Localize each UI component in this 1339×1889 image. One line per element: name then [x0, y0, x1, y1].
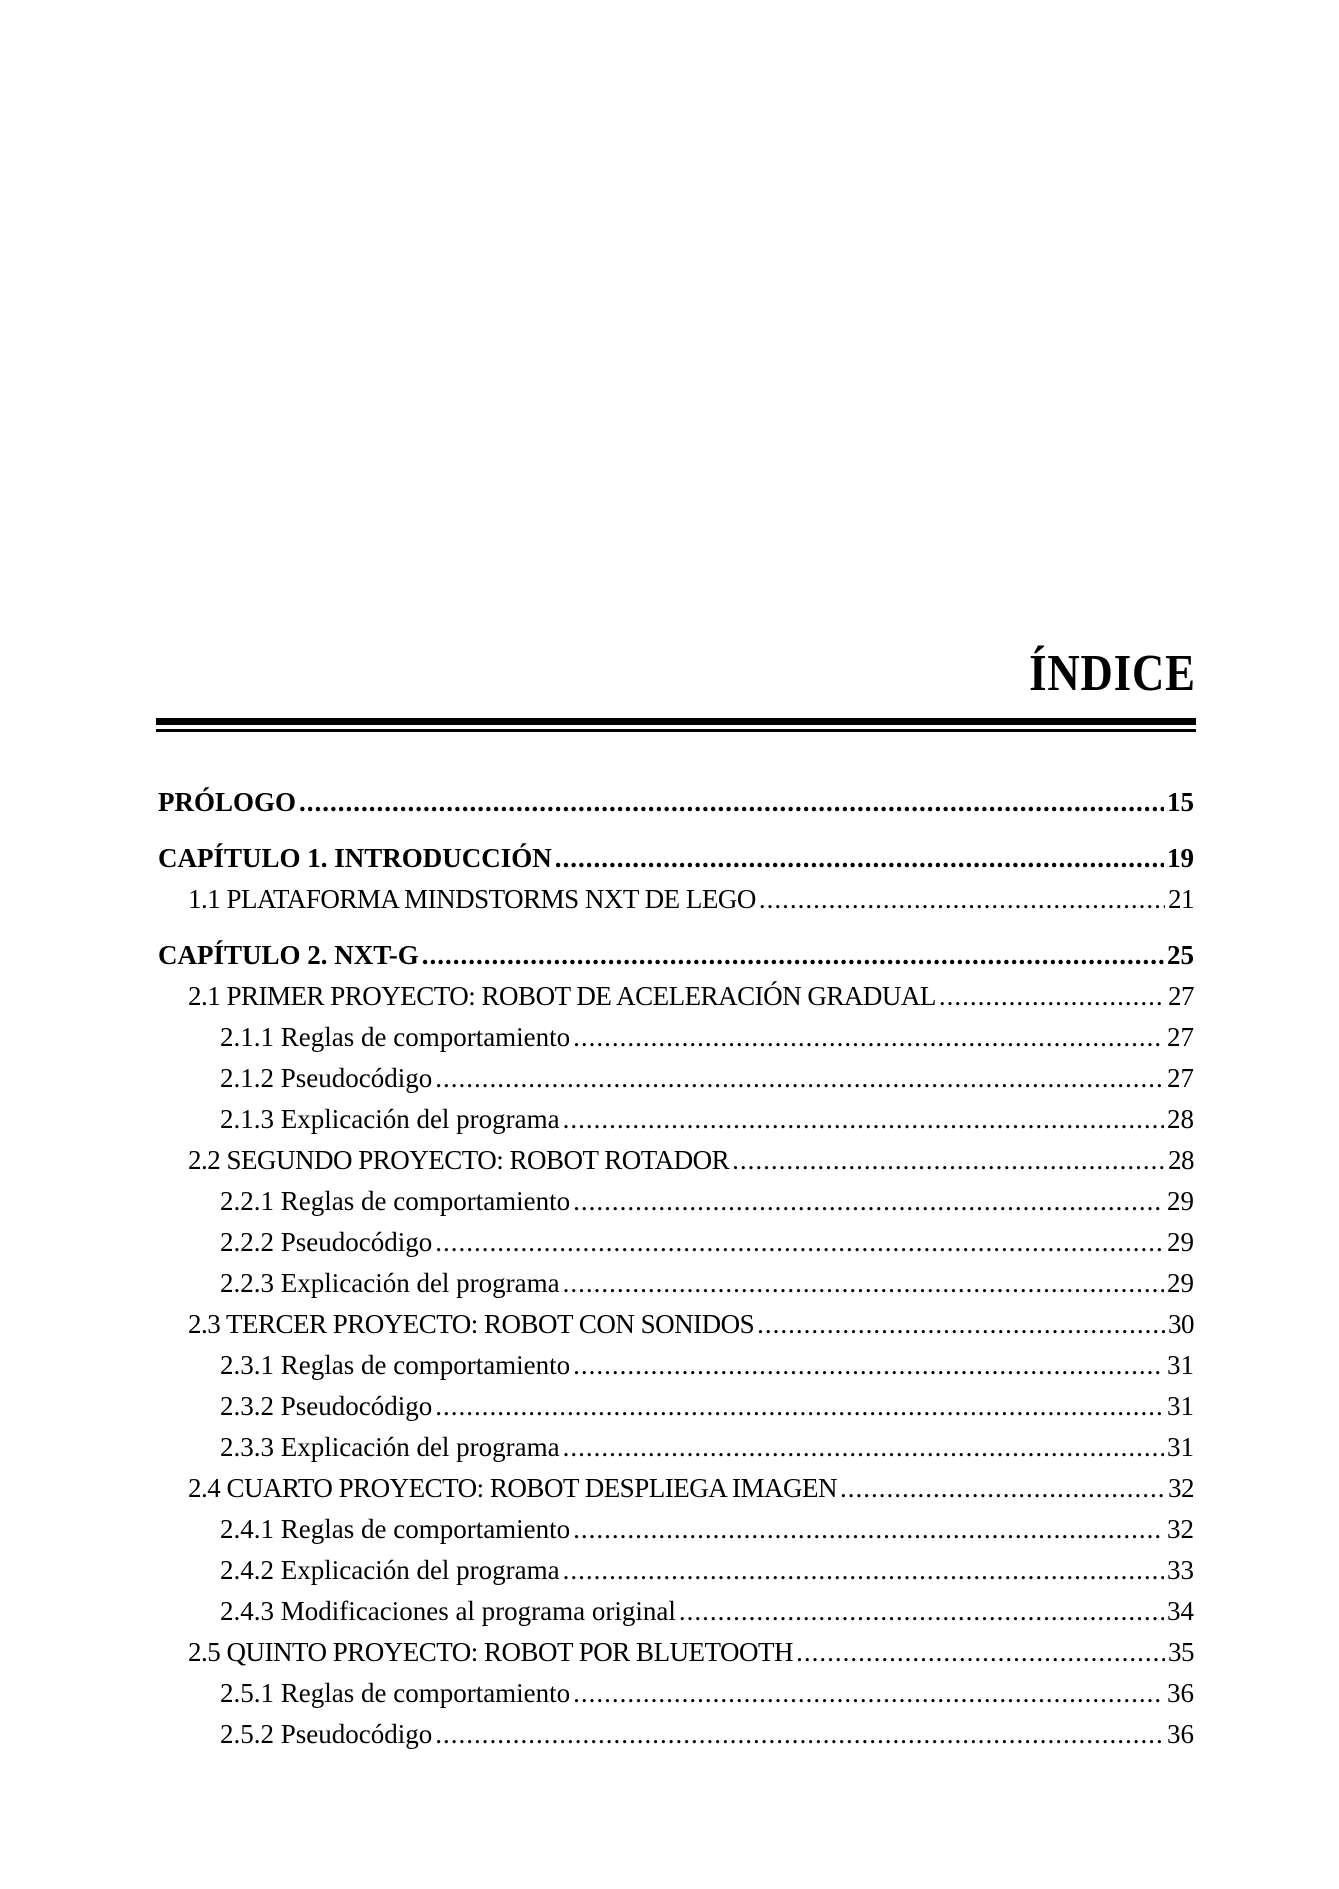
toc-entry-title: CAPÍTULO 2. NXT-G	[158, 940, 419, 970]
toc-entry-page: 25	[1167, 940, 1194, 970]
toc-entry-page: 29	[1167, 1268, 1194, 1298]
toc-entry-page: 27	[1167, 1022, 1194, 1052]
toc-entry-page: 32	[1168, 1473, 1194, 1503]
toc-entry-title: 2.2 SEGUNDO PROYECTO: ROBOT ROTADOR	[188, 1145, 730, 1175]
toc-entry-title: 2.2.1 Reglas de comportamiento	[220, 1186, 571, 1216]
toc-entry-page: 27	[1168, 981, 1194, 1011]
toc-entry-title: 2.1.2 Pseudocódigo	[220, 1063, 433, 1093]
dot-leader	[563, 1427, 1164, 1468]
index-heading: ÍNDICE	[1029, 645, 1196, 702]
toc-entry-page: 28	[1168, 1145, 1194, 1175]
toc-entry-page: 29	[1167, 1227, 1194, 1257]
toc-entry-section	[158, 1304, 1194, 1345]
toc-entry-section	[158, 1140, 1194, 1181]
dot-leader	[679, 1591, 1164, 1632]
dot-leader	[796, 1632, 1165, 1673]
heading-rule-thin	[156, 729, 1196, 732]
toc-entry-title: 2.5 QUINTO PROYECTO: ROBOT POR BLUETOOTH	[188, 1637, 794, 1667]
toc-entry-page: 31	[1167, 1350, 1194, 1380]
toc-entry-chapter-1	[158, 838, 1194, 879]
toc-entry-title: 2.3.1 Reglas de comportamiento	[220, 1350, 571, 1380]
dot-leader	[435, 1058, 1164, 1099]
toc-entry-title: 2.2.3 Explicación del programa	[220, 1268, 560, 1298]
toc-entry-title: 2.3.3 Explicación del programa	[220, 1432, 560, 1462]
toc-entry-title: 2.4 CUARTO PROYECTO: ROBOT DESPLIEGA IMAGEN	[188, 1473, 837, 1503]
toc-entry-title: 2.3 TERCER PROYECTO: ROBOT CON SONIDOS	[188, 1309, 755, 1339]
dot-leader	[435, 1386, 1164, 1427]
dot-leader	[573, 1673, 1164, 1714]
toc-entry-title: 2.4.2 Explicación del programa	[220, 1555, 560, 1585]
toc-entry-subsection	[158, 1427, 1194, 1468]
toc-entry-prologo	[158, 782, 1194, 823]
toc-entry-chapter-2	[158, 935, 1194, 976]
toc-entry-subsection	[158, 1591, 1194, 1632]
toc-entry-subsection	[158, 1222, 1194, 1263]
toc-entry-page: 27	[1167, 1063, 1194, 1093]
dot-leader	[573, 1345, 1164, 1386]
toc-entry-subsection	[158, 1181, 1194, 1222]
dot-leader	[573, 1509, 1164, 1550]
toc-entry-page: 15	[1167, 787, 1194, 817]
heading-rule-thick	[156, 718, 1196, 725]
toc-entry-subsection	[158, 1058, 1194, 1099]
toc-entry-subsection	[158, 1673, 1194, 1714]
toc-entry-title: CAPÍTULO 1. INTRODUCCIÓN	[158, 843, 552, 873]
dot-leader	[759, 879, 1165, 920]
toc-entry-page: 32	[1167, 1514, 1194, 1544]
toc-entry-title: 2.1 PRIMER PROYECTO: ROBOT DE ACELERACIÓN GRADUAL	[188, 981, 936, 1011]
toc-entry-subsection	[158, 1017, 1194, 1058]
toc-entry-page: 19	[1167, 843, 1194, 873]
toc-entry-subsection	[158, 1263, 1194, 1304]
dot-leader	[757, 1304, 1165, 1345]
dot-leader	[299, 782, 1164, 823]
toc-entry-section	[158, 1468, 1194, 1509]
toc-entry-page: 31	[1167, 1432, 1194, 1462]
dot-leader	[563, 1263, 1164, 1304]
toc-entry-title: 2.4.1 Reglas de comportamiento	[220, 1514, 571, 1544]
dot-leader	[573, 1181, 1164, 1222]
toc-entry-page: 36	[1167, 1678, 1194, 1708]
toc-entry-section	[158, 976, 1194, 1017]
toc-entry-subsection	[158, 1099, 1194, 1140]
toc-entry-subsection	[158, 1386, 1194, 1427]
toc-entry-title: 2.4.3 Modificaciones al programa original	[220, 1596, 676, 1626]
toc-entry-page: 28	[1167, 1104, 1194, 1134]
toc-entry-title: PRÓLOGO	[158, 787, 297, 817]
toc-entry-page: 34	[1167, 1596, 1194, 1626]
toc-entry-subsection	[158, 1714, 1194, 1755]
dot-leader	[555, 838, 1164, 879]
toc-entry-page: 33	[1167, 1555, 1194, 1585]
toc-entry-title: 2.3.2 Pseudocódigo	[220, 1391, 433, 1421]
toc-entry-title: 2.1.1 Reglas de comportamiento	[220, 1022, 571, 1052]
toc-entry-page: 35	[1168, 1637, 1194, 1667]
dot-leader	[573, 1017, 1164, 1058]
toc-entry-title: 2.5.1 Reglas de comportamiento	[220, 1678, 571, 1708]
toc-entry-subsection	[158, 1550, 1194, 1591]
toc-entry-title: 2.5.2 Pseudocódigo	[220, 1719, 433, 1749]
toc-entry-page: 36	[1167, 1719, 1194, 1749]
toc-entry-title: 2.1.3 Explicación del programa	[220, 1104, 560, 1134]
toc-entry-page: 21	[1168, 884, 1194, 914]
toc-entry-page: 29	[1167, 1186, 1194, 1216]
toc-entry-subsection	[158, 1345, 1194, 1386]
toc-entry-section	[158, 1632, 1194, 1673]
dot-leader	[435, 1714, 1164, 1755]
dot-leader	[840, 1468, 1165, 1509]
dot-leader	[732, 1140, 1165, 1181]
toc-entry-title: 1.1 PLATAFORMA MINDSTORMS NXT DE LEGO	[188, 884, 756, 914]
toc-entry-section	[158, 879, 1194, 920]
dot-leader	[939, 976, 1165, 1017]
toc-entry-subsection	[158, 1509, 1194, 1550]
dot-leader	[435, 1222, 1164, 1263]
dot-leader	[422, 935, 1164, 976]
toc-entry-page: 30	[1168, 1309, 1194, 1339]
dot-leader	[563, 1550, 1164, 1591]
dot-leader	[563, 1099, 1164, 1140]
toc-entry-title: 2.2.2 Pseudocódigo	[220, 1227, 433, 1257]
table-of-contents	[158, 782, 1194, 1755]
toc-entry-page: 31	[1167, 1391, 1194, 1421]
